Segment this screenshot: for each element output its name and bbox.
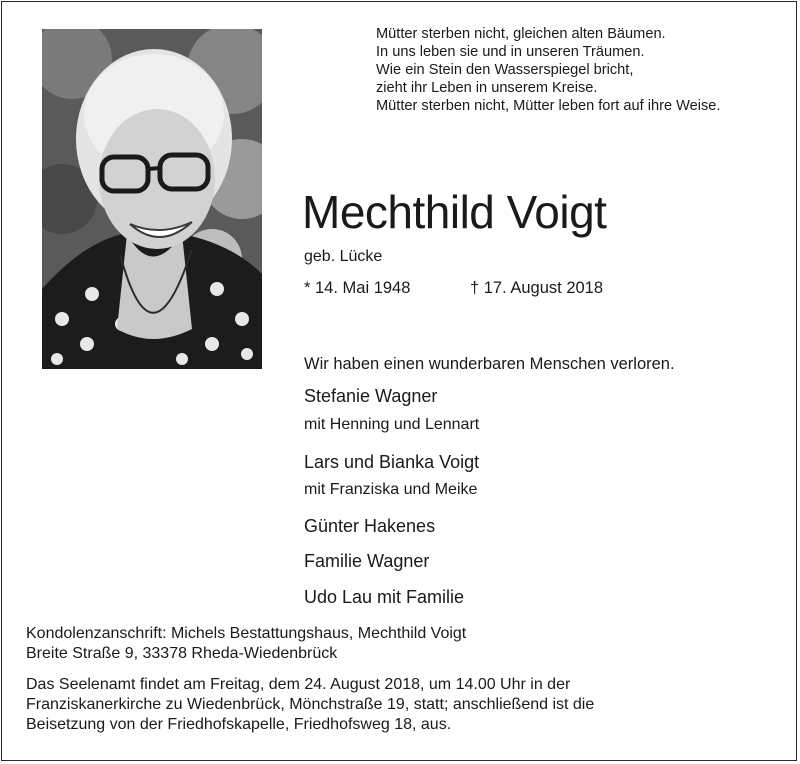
service-notice — [26, 675, 594, 735]
service-line: Beisetzung von der Friedhofskapelle, Friedhofsweg 18, aus. — [26, 716, 452, 733]
poem-line: In uns leben sie und in unseren Träumen. — [376, 44, 645, 60]
portrait-illustration — [42, 29, 262, 369]
birth-date: * 14. Mai 1948 — [304, 279, 411, 297]
portrait-photo — [42, 29, 262, 369]
service-line: Franziskanerkirche zu Wiedenbrück, Mönchstraße 19, statt; anschließend ist die — [26, 696, 595, 713]
mourner-name: Familie Wagner — [304, 551, 430, 571]
maiden-name: geb. Lücke — [304, 248, 383, 265]
deceased-name: Mechthild Voigt — [302, 186, 607, 238]
mourner-name: Lars und Bianka Voigt — [304, 452, 480, 472]
poem-line: zieht ihr Leben in unserem Kreise. — [376, 80, 598, 96]
condolence-line: Kondolenzanschrift: Michels Bestattungshaus, Mechthild Voigt — [26, 625, 467, 642]
mourner-family: mit Henning und Lennart — [304, 416, 480, 433]
death-date: † 17. August 2018 — [470, 279, 604, 297]
condolence-line: Breite Straße 9, 33378 Rheda-Wiedenbrück — [26, 645, 338, 662]
poem-line: Wie ein Stein den Wasserspiegel bricht, — [376, 62, 634, 78]
poem-line: Mütter sterben nicht, gleichen alten Bäumen. — [376, 26, 666, 42]
obituary-frame — [1, 1, 797, 761]
mourner-name: Udo Lau mit Familie — [304, 587, 465, 607]
service-line: Das Seelenamt findet am Freitag, dem 24. August 2018, um 14.00 Uhr in der — [26, 676, 571, 693]
poem — [376, 25, 786, 115]
farewell-line: Wir haben einen wunderbaren Menschen verloren. — [304, 355, 675, 373]
mourner-name: Günter Hakenes — [304, 516, 436, 536]
mourner-family: mit Franziska und Meike — [304, 481, 478, 498]
mourner-name: Stefanie Wagner — [304, 386, 438, 406]
condolence-address — [26, 624, 466, 664]
poem-line: Mütter sterben nicht, Mütter leben fort auf ihre Weise. — [376, 98, 721, 114]
